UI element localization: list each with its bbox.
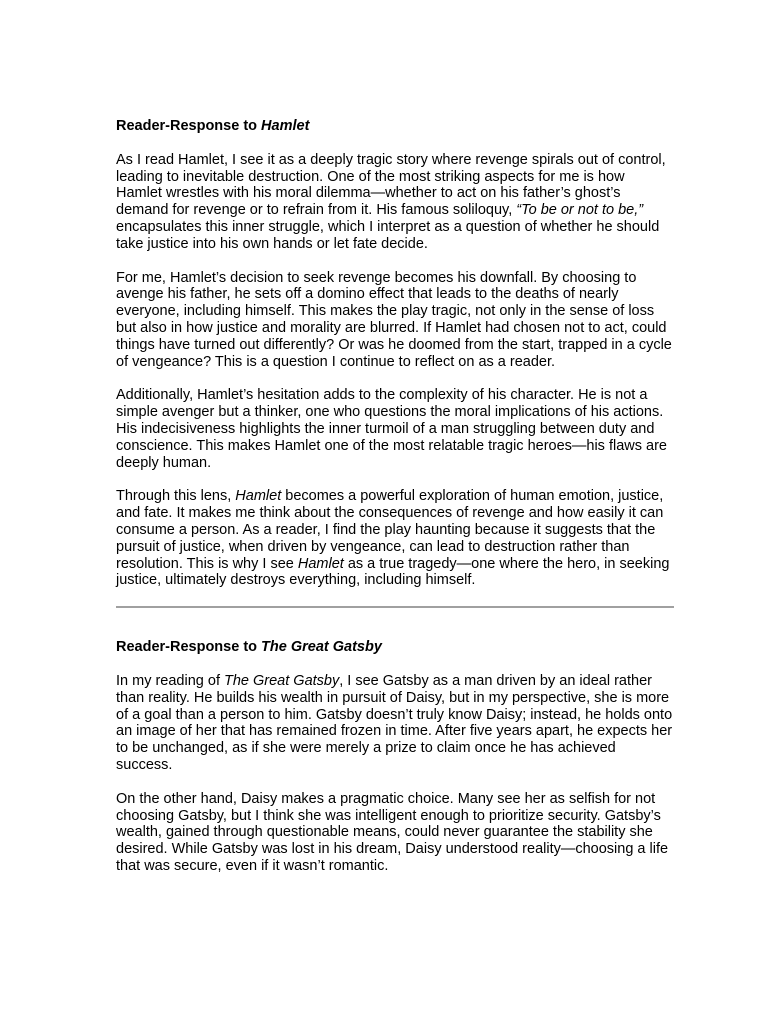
paragraph — [116, 488, 674, 589]
heading-prefix: Reader-Response to — [116, 118, 262, 134]
italic-run: “To be or not to be,” — [516, 202, 644, 219]
section-divider — [116, 606, 674, 608]
paragraph — [116, 791, 674, 875]
heading-title: The Great Gatsby — [261, 639, 382, 656]
italic-run: Hamlet — [235, 488, 282, 505]
paragraph — [116, 673, 674, 774]
paragraph — [116, 152, 674, 253]
text-run: In my reading of — [116, 672, 224, 689]
text-run: For me, Hamlet’s decision to seek revenge becomes his downfall. By choosing to avenge his father, he sets off a domino effect that leads to the deaths of nearly everyone, including himself. This makes the play tragic, not only in the sense of loss but also in how justice and morality are blurred. If Hamlet had chosen not to act, could things have turned out differently? Or was he doomed from the start, trapped in a cycle of vengeance? This is a question I continue to reflect on as a reader. — [116, 269, 672, 370]
text-run: Additionally, Hamlet’s hesitation adds to the complexity of his character. He is not a simple avenger but a thinker, one who questions the moral implications of his actions. His indecisiveness highlights the inner turmoil of a man struggling between duty and conscience. This makes Hamlet one of the most relatable tragic heroes—his flaws are deeply human. — [116, 387, 667, 471]
heading-title: Hamlet — [261, 118, 310, 134]
text-run: On the other hand, Daisy makes a pragmatic choice. Many see her as selfish for not choosing Gatsby, but I think she was intelligent enough to prioritize security. Gatsby’s wealth, gained through questionable means, could never guarantee the stability she desired. While Gatsby was lost in his dream, Daisy understood reality—choosing a life that was secure, even if it wasn’t romantic. — [116, 790, 669, 874]
italic-run: Hamlet — [297, 555, 344, 572]
heading-prefix: Reader-Response to — [116, 639, 262, 656]
text-run: becomes a powerful exploration of human emotion, justice, and fate. It makes me think about the consequences of revenge and how easily it can consume a person. As a reader, I find the play haunting because it suggests that the pursuit of justice, when driven by vengeance, can lead to destruction rather than resolution. This is why I see — [116, 488, 664, 572]
text-run: Through this lens, — [116, 488, 236, 505]
section-heading — [116, 639, 674, 656]
text-run: , I see Gatsby as a man driven by an ideal rather than reality. He builds his wealth in pursuit of Daisy, but in my perspective, she is more of a goal than a person to him. Gatsby doesn’t truly know Daisy; instead, he holds onto an image of her that has remained frozen in time. After five years apart, he expects her to be unchanged, as if she were merely a prize to claim once he has achieved success. — [116, 672, 673, 773]
gatsby-section — [116, 639, 674, 875]
section-heading — [116, 118, 674, 135]
hamlet-section — [116, 118, 674, 589]
text-run: As I read Hamlet, I see it as a deeply tragic story where revenge spirals out of control, leading to inevitable destruction. One of the most striking aspects for me is how Hamlet wrestles with his moral dilemma—whether to act on his father’s ghost’s demand for revenge or to refrain from it. His famous soliloquy, — [116, 151, 666, 219]
paragraph — [116, 270, 674, 371]
document-page — [116, 118, 674, 875]
italic-run: The Great Gatsby — [224, 672, 340, 689]
paragraph — [116, 387, 674, 471]
text-run: encapsulates this inner struggle, which I interpret as a question of whether he should take justice into his own hands or let fate decide. — [116, 218, 660, 252]
text-run: as a true tragedy—one where the hero, in seeking justice, ultimately destroys everything, including himself. — [116, 555, 670, 589]
